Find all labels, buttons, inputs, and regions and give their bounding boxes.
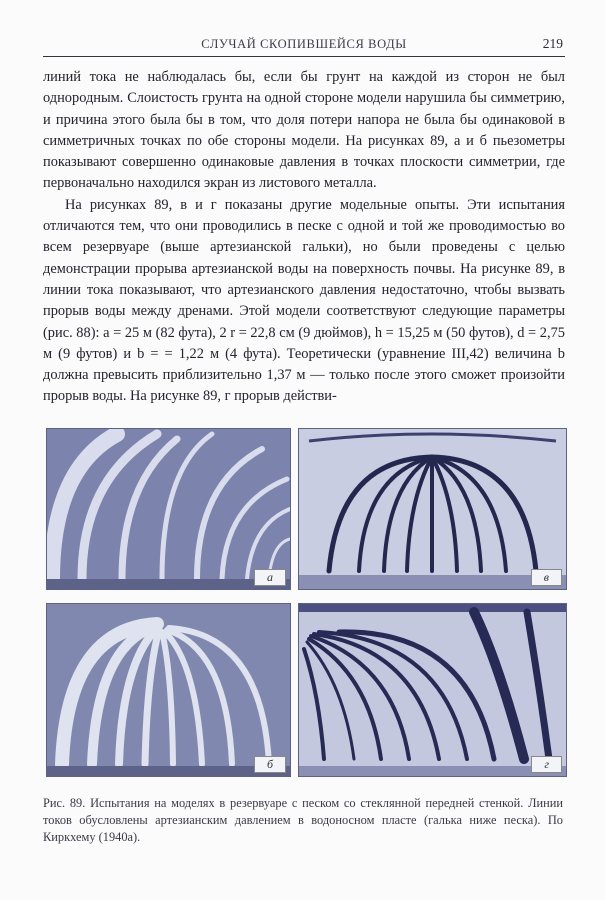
panel-label-v: в	[531, 569, 562, 586]
figure-89	[46, 428, 566, 776]
streamline-photo-v	[299, 429, 566, 589]
streamline-photo-a	[47, 429, 290, 589]
running-head	[43, 34, 565, 57]
figure-panel-g	[298, 603, 567, 777]
streamline-photo-g	[299, 604, 566, 776]
panel-label-g: г	[531, 756, 562, 773]
running-title: СЛУЧАЙ СКОПИВШЕЙСЯ ВОДЫ	[201, 37, 407, 51]
figure-panel-v	[298, 428, 567, 590]
figure-caption: Рис. 89. Испытания на моделях в резервуаре с песком со стеклянной передней стенкой. Линии токов обусловлены артезианским давлением в водоносном пласте (галька ниже песка). По Киркхему (1940а).	[43, 796, 563, 844]
panel-label-a: а	[254, 569, 286, 586]
paragraph-2: На рисунках 89, в и г показаны другие модельные опыты. Эти испытания отличаются тем, что они проводились в песке с одной и той же проводимостью во всем резервуаре (выше артезианской гальки), но были проведены с целью демонстрации прорыва артезианской воды на поверхность почвы. На рисунке 89, в линии тока показывают, что артезианского давления недостаточно, чтобы вызвать прорыв воды между дренами. Этой модели соответствуют следующие параметры (рис. 88): a = 25 м (82 фута), 2 r = 22,8 см (9 дюймов), h = 15,25 м (50 футов), d = 2,75 м (9 футов) и b = = 1,22 м (4 фута). Теоретически (уравнение III,42) величина b должна превысить приблизительно 1,37 м — только после этого сможет произойти прорыв воды. На рисунке 89, г прорыв действи-	[43, 196, 565, 405]
panel-label-b: б	[254, 756, 286, 773]
body-text	[43, 67, 565, 408]
figure-panel-b	[46, 603, 291, 777]
paragraph-1: линий тока не наблюдалась бы, если бы грунт на каждой из сторон не был однородным. Слоистость грунта на одной стороне модели нарушила бы симметрию, и причина этого была бы в том, что доля потери напора не была бы одинаковой в симметричных точках по обе стороны модели. На рисунках 89, а и б пьезометры показывают совершенно одинаковые давления в точках плоскости симметрии, где первоначально находился экран из листового металла.	[43, 69, 565, 192]
page-number: 219	[542, 36, 563, 51]
streamline-photo-b	[47, 604, 290, 776]
figure-panel-a	[46, 428, 291, 590]
